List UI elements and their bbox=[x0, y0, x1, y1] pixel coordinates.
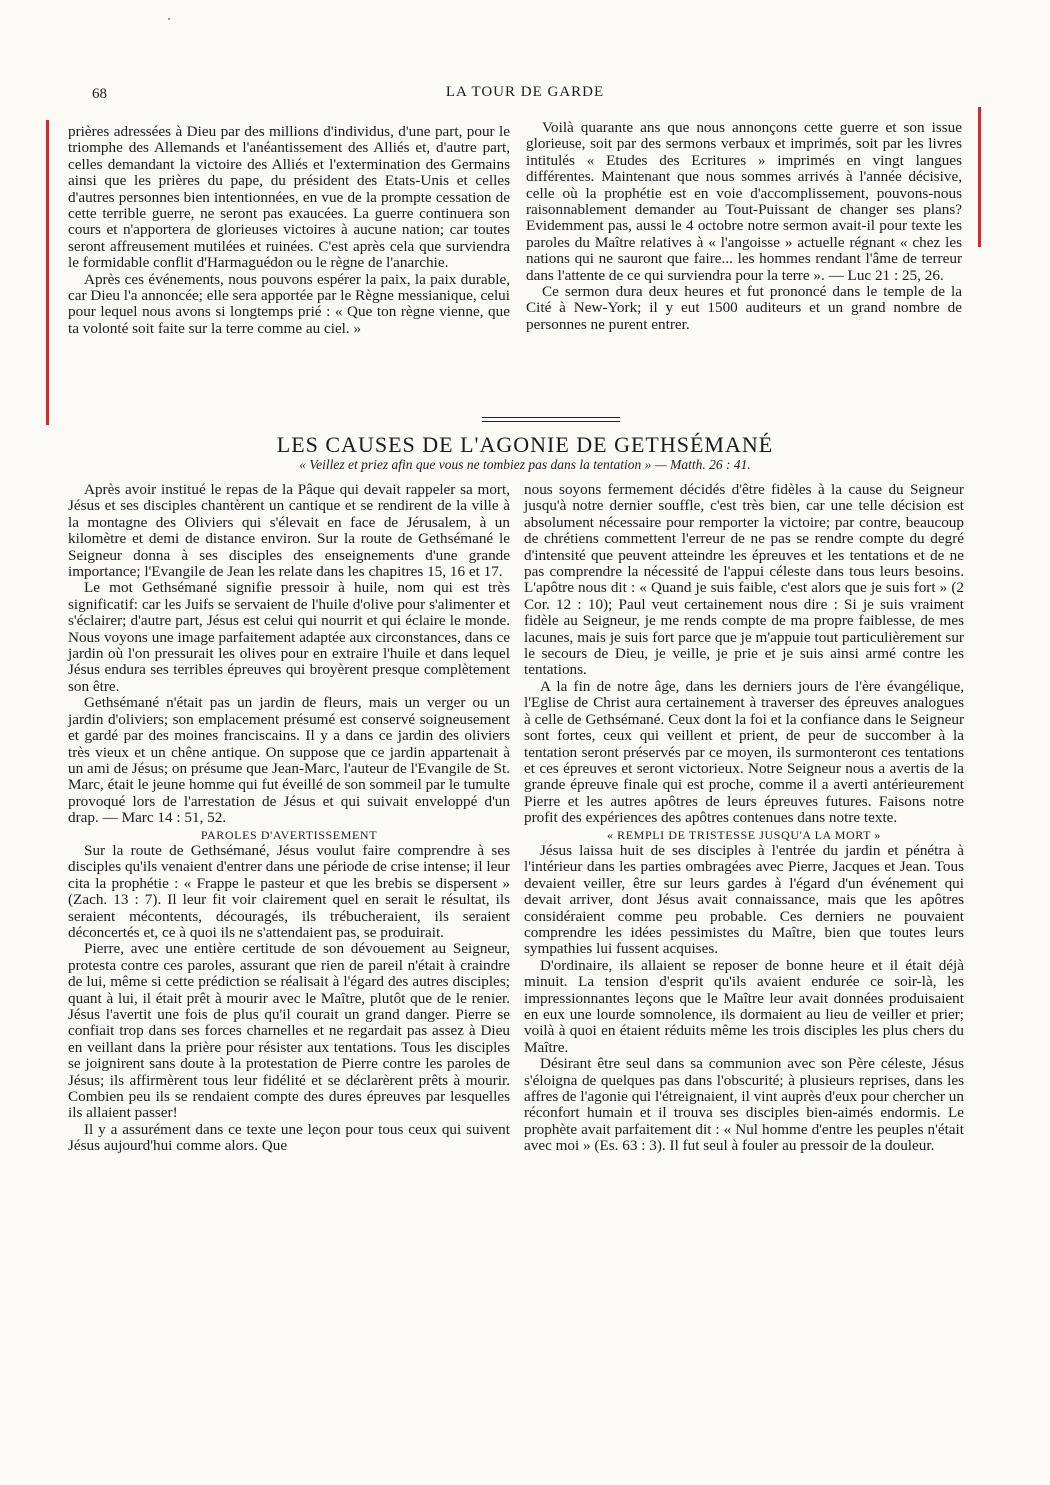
paragraph: Désirant être seul dans sa communion avec son Père céleste, Jésus s'éloigna de quelques pas dans l'obscurité; à plusieurs reprises, dans les affres de l'agonie qui l'étreignaient, il vint auprès d'eux pour chercher un réconfort humain et il trouva ses disciples bien-aimés endormis. Le prophète avait parfaitement dit : « Nul homme d'entre les peuples n'était avec moi » (Es. 63 : 3). Il fut seul à fouler au pressoir de la douleur. bbox=[524, 1055, 964, 1155]
article-epigraph: « Veillez et priez afin que vous ne tombiez pas dans la tentation » — Matth. 26 : 41. bbox=[299, 457, 751, 472]
paragraph: prières adressées à Dieu par des millions d'individus, d'une part, pour le triomphe des Allemands et l'anéantissement des Alliés et, d'autre part, celles demandant la victoire des Alliés et l'extermination des Germains ainsi que les prières du pape, du président des Etats-Unis et celles d'autres personnes bien intentionnées, en vue de la prompte cessation de cette terrible guerre, ne seront pas exaucées. La guerre continuera son cours et n'apportera de glorieuses victoires à aucune nation; car toutes seront affreusement mutilées et ruinées. C'est après cela que surviendra le formidable conflit d'Harmaguédon ou le règne de l'anarchie. bbox=[68, 123, 510, 272]
paragraph: nous soyons fermement décidés d'être fidèles à la cause du Seigneur jusqu'à notre dernier souffle, c'est très bien, car une telle décision est absolument nécessaire pour remporter la victoire; par contre, beaucoup de chrétiens commettent l'erreur de ne pas se rendre compte du degré d'intensité que peuvent atteindre les épreuves et les tentations et de ne pas comprendre la nécessité de l'appui céleste dans tous leurs besoins. L'apôtre nous dit : « Quand je suis faible, c'est alors que je suis fort » (2 Cor. 12 : 10); Paul veut certainement nous dire : Si je suis vraiment fidèle au Seigneur, je me rends compte de ma propre faiblesse, de mes lacunes, mais je suis fort parce que je m'appuie tout particulièrement sur le secours de Dieu, je veille, je prie et je suis ainsi armé contre les tentations. bbox=[524, 481, 964, 679]
top-left-column bbox=[68, 124, 510, 337]
article-left-column bbox=[68, 482, 510, 1155]
subheading: PAROLES D'AVERTISSEMENT bbox=[200, 827, 378, 842]
margin-mark-left bbox=[46, 120, 49, 425]
paragraph: Le mot Gethsémané signifie pressoir à huile, nom qui est très significatif: car les Juifs se servaient de l'huile d'olive pour s'alimenter et s'éclairer; d'autre part, Jésus est celui qui nourrit et qui éclaire le monde. Nous voyons une image parfaitement adaptée aux circonstances, dans ce jardin où l'on pressurait les olives pour en extraire l'huile et dans lequel Jésus endura ses terribles épreuves qui broyèrent presque complètement son être. bbox=[68, 579, 510, 695]
paragraph: Sur la route de Gethsémané, Jésus voulut faire comprendre à ses disciples qu'ils venaient d'entrer dans une période de crise intense; il leur cita la prophétie : « Frappe le pasteur et que les brebis se dispersent » (Zach. 13 : 7). Il leur fit voir clairement quel en serait le résultat, ils seraient mécontents, découragés, ils trébucheraient, ils seraient déconcertés et, ce à quoi ils ne s'attendaient pas, se produirait. bbox=[68, 841, 510, 941]
running-title: LA TOUR DE GARDE bbox=[445, 84, 605, 100]
page-speck bbox=[168, 18, 170, 20]
paragraph: Après ces événements, nous pouvons espérer la paix, la paix durable, car Dieu l'a annoncée; elle sera apportée par le Règne messianique, celui pour lequel nous avons si longtemps prié : « Que ton règne vienne, que ta volonté soit faite sur la terre comme au ciel. » bbox=[68, 270, 510, 337]
paragraph: Après avoir institué le repas de la Pâque qui devait rappeler sa mort, Jésus et ses disciples chantèrent un cantique et se rendirent de la ville à la montagne des Oliviers qui s'élevait en face de Jérusalem, à un kilomètre et demi de distance environ. Sur la route de Gethsémané le Seigneur donna à ses disciples des enseignements d'une grande importance; l'Evangile de Jean les relate dans les chapitres 15, 16 et 17. bbox=[68, 481, 510, 581]
separator-rule bbox=[482, 417, 620, 418]
top-right-column bbox=[526, 120, 962, 333]
paragraph: Pierre, avec une entière certitude de son dévouement au Seigneur, protesta contre ces paroles, assurant que rien de pareil n'était à craindre de lui, même si cette prédiction se réalisait à l'égard des autres disciples; quant à lui, il était prêt à mourir avec le Maître, plutôt que de le renier. Jésus l'avertit une fois de plus qu'il courait un grand danger. Pierre se confiait trop dans ses forces charnelles et ne regardait pas assez à Dieu en veillant dans la prière pour résister aux tentations. Tous les disciples se joignirent sans doute à la protestation de Pierre contre les paroles de Jésus; ils affirmèrent tous leur fidélité et se déclarèrent prêts à mourir. Combien peu ils se rendaient compte des dures épreuves par lesquelles ils allaient passer! bbox=[68, 940, 510, 1122]
paragraph: D'ordinaire, ils allaient se reposer de bonne heure et il était déjà minuit. La tension d'esprit qu'ils avaient endurée ce soir-là, les impressionnantes leçons que le Maître leur avait données produisaient en eux une lourde somnolence, ils dormaient au lieu de veiller et prier; voilà à quoi en étaient réduits même les trois disciples les plus chers du Maître. bbox=[524, 956, 964, 1056]
article-right-column bbox=[524, 482, 964, 1155]
subheading: « REMPLI DE TRISTESSE JUSQU'A LA MORT » bbox=[606, 827, 882, 842]
separator-rule bbox=[482, 421, 620, 422]
paragraph: Voilà quarante ans que nous annonçons cette guerre et son issue glorieuse, soit par des sermons verbaux et imprimés, soit par les livres intitulés « Etudes des Ecritures » imprimés en vingt langues différentes. Maintenant que nous sommes arrivés à l'année décisive, celle où la prophétie est en voie d'accomplissement, pouvons-nous raisonnablement demander au Tout-Puissant de changer ses plans? Evidemment pas, aussi le 4 octobre notre sermon avait-il pour texte les paroles du Maître relatives à « l'angoisse » actuelle régnant « chez les nations qui ne sauront que faire... les hommes rendant l'âme de terreur dans l'attente de ce qui surviendra pour la terre ». — Luc 21 : 25, 26. bbox=[526, 119, 962, 284]
page-number: 68 bbox=[92, 86, 107, 102]
margin-mark-right bbox=[978, 107, 981, 247]
paragraph: Il y a assurément dans ce texte une leçon pour tous ceux qui suivent Jésus aujourd'hui comme alors. Que bbox=[68, 1120, 510, 1155]
paragraph: Jésus laissa huit de ses disciples à l'entrée du jardin et pénétra à l'intérieur dans les parties ombragées avec Pierre, Jacques et Jean. Tous devaient veiller, être sur leurs gardes à l'égard d'un événement qui devait arriver, dont Jésus avait connaissance, mais que les apôtres considéraient comme peu probable. Ces derniers ne pouvaient comprendre les idées pessimistes du Maître, bien que toutes leurs sympathies lui fussent acquises. bbox=[524, 841, 964, 958]
paragraph: Gethsémané n'était pas un jardin de fleurs, mais un verger ou un jardin d'oliviers; son emplacement présumé est conservé soigneusement et gardé par des moines franciscains. Il y a dans ce jardin des oliviers très vieux et un chêne antique. On suppose que ce jardin appartenait à un ami de Jésus; on présume que Jean-Marc, l'auteur de l'Evangile de St. Marc, était le jeune homme qui fut éveillé de son sommeil par le tumulte provoqué lors de l'arrestation de Jésus et qui suivait enveloppé d'un drap. — Marc 14 : 51, 52. bbox=[68, 694, 510, 827]
article-title: LES CAUSES DE L'AGONIE DE GETHSÉMANÉ bbox=[276, 432, 774, 457]
paragraph: Ce sermon dura deux heures et fut prononcé dans le temple de la Cité à New-York; il y eut 1500 auditeurs et un grand nombre de personnes ne purent entrer. bbox=[526, 283, 962, 333]
paragraph: A la fin de notre âge, dans les derniers jours de l'ère évangélique, l'Eglise de Christ aura certainement à traverser des épreuves analogues à celle de Gethsémané. Ceux dont la foi et la confiance dans le Seigneur sont fortes, ceux qui veillent et prient, de peur de succomber à la tentation seront préservés par ce moyen, ils surmonteront ces tentations et ces épreuves et seront victorieux. Notre Seigneur nous a avertis de la grande épreuve finale qui est proche, comme il a averti antérieurement Pierre et les autres apôtres de leurs épreuves futures. Faisons notre profit des expériences des apôtres contenues dans notre texte. bbox=[524, 677, 964, 827]
